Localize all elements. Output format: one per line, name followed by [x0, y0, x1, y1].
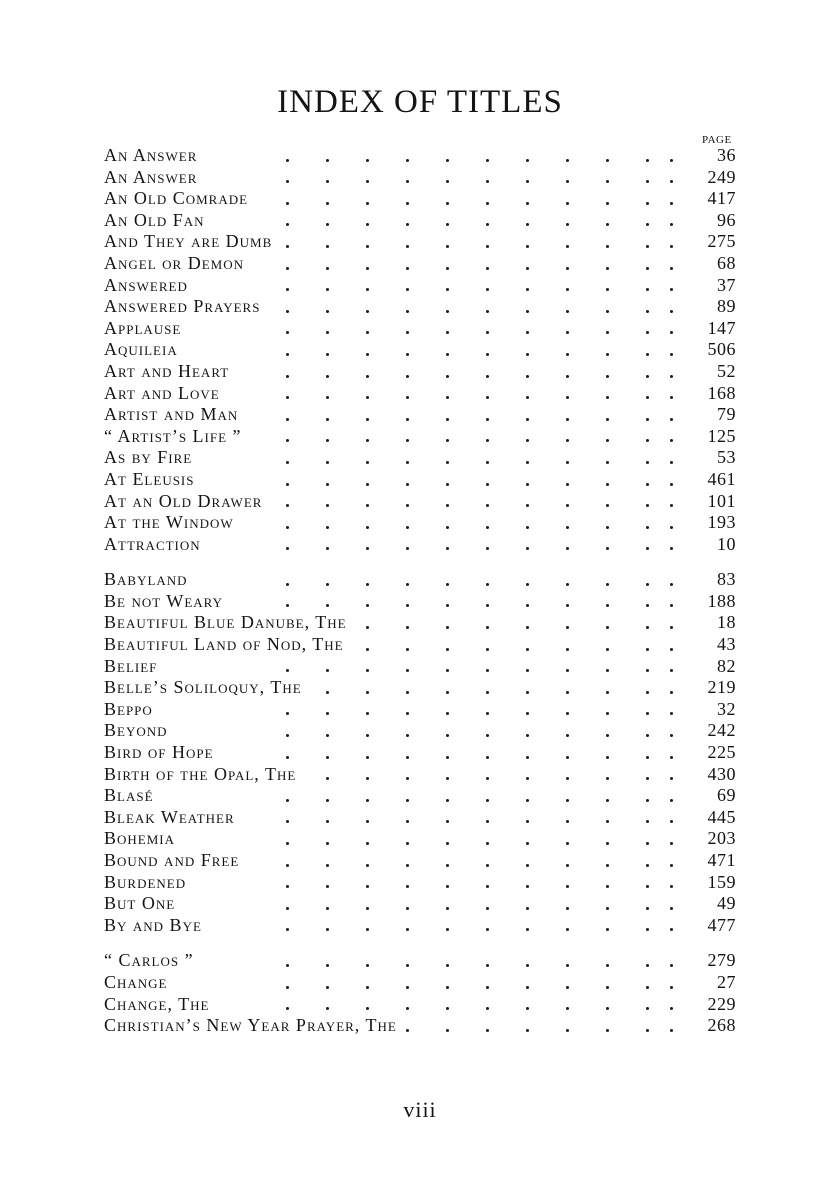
index-entry — [104, 339, 744, 361]
index-entry — [104, 807, 744, 829]
entry-page-number: 83 — [717, 569, 736, 590]
entry-page-number: 471 — [707, 850, 736, 870]
entry-title: As by Fire — [104, 447, 198, 469]
entry-title: Christian’s New Year Prayer, The — [104, 1015, 403, 1037]
entry-page-number: 417 — [707, 188, 736, 209]
index-entry — [104, 167, 744, 189]
index-list — [104, 145, 744, 1037]
entry-page-number: 147 — [707, 317, 736, 338]
index-entry — [104, 361, 744, 383]
entry-page-number: 18 — [717, 612, 736, 633]
dot-leader — [104, 972, 674, 994]
index-entry — [104, 512, 744, 534]
entry-title: Bound and Free — [104, 850, 245, 872]
index-entry — [104, 872, 744, 894]
entry-title: Beautiful Blue Danube, The — [104, 612, 353, 634]
entry-page-number: 32 — [717, 698, 736, 719]
index-entry — [104, 656, 744, 678]
entry-title: Babyland — [104, 569, 194, 591]
index-entry — [104, 404, 744, 426]
entry-title: Aquileia — [104, 339, 184, 361]
index-entry — [104, 828, 744, 850]
index-entry — [104, 275, 744, 297]
entry-page-number: 249 — [707, 166, 736, 187]
entry-title: “ Artist’s Life ” — [104, 426, 248, 448]
entry-page-number: 242 — [707, 720, 736, 741]
entry-page-number: 36 — [717, 145, 736, 165]
entry-page-number: 430 — [707, 763, 736, 784]
dot-leader — [104, 318, 674, 340]
entry-page-number: 43 — [717, 634, 736, 655]
entry-page-number: 275 — [707, 231, 736, 252]
dot-leader — [104, 656, 674, 678]
entry-page-number: 506 — [707, 339, 736, 360]
index-entry — [104, 383, 744, 405]
index-entry — [104, 447, 744, 469]
entry-page-number: 268 — [707, 1015, 736, 1036]
index-entry — [104, 469, 744, 491]
entry-page-number: 53 — [717, 447, 736, 468]
dot-leader — [104, 339, 674, 361]
entry-title: And They are Dumb — [104, 231, 278, 253]
index-entry — [104, 426, 744, 448]
entry-title: Change, The — [104, 994, 216, 1016]
entry-page-number: 69 — [717, 785, 736, 806]
entry-title: Artist and Man — [104, 404, 244, 426]
index-entry — [104, 296, 744, 318]
entry-page-number: 96 — [717, 209, 736, 230]
entry-title: Bohemia — [104, 828, 181, 850]
dot-leader — [104, 720, 674, 742]
entry-title: Belief — [104, 656, 163, 678]
entry-title: Applause — [104, 318, 187, 340]
index-entry — [104, 634, 744, 656]
entry-title: Beyond — [104, 720, 174, 742]
entry-page-number: 225 — [707, 742, 736, 763]
entry-page-number: 37 — [717, 274, 736, 295]
entry-title: Answered — [104, 275, 194, 297]
entry-title: Answered Prayers — [104, 296, 266, 318]
entry-page-number: 203 — [707, 828, 736, 849]
index-entry — [104, 491, 744, 513]
entry-page-number: 193 — [707, 512, 736, 533]
entry-title: Art and Love — [104, 383, 226, 405]
index-entry — [104, 742, 744, 764]
entry-page-number: 219 — [707, 677, 736, 698]
index-entry — [104, 785, 744, 807]
entry-page-number: 168 — [707, 382, 736, 403]
entry-title: An Old Comrade — [104, 188, 254, 210]
index-entry — [104, 699, 744, 721]
index-entry — [104, 950, 744, 972]
index-entry — [104, 534, 744, 556]
entry-page-number: 159 — [707, 871, 736, 892]
entry-title: Belle’s Soliloquy, The — [104, 677, 308, 699]
entry-title: Change — [104, 972, 174, 994]
entry-page-number: 125 — [707, 425, 736, 446]
entry-page-number: 27 — [717, 971, 736, 992]
index-entry — [104, 145, 744, 167]
dot-leader — [104, 893, 674, 915]
index-entry — [104, 612, 744, 634]
index-entry — [104, 972, 744, 994]
entry-page-number: 279 — [707, 950, 736, 971]
entry-title: An Answer — [104, 145, 203, 167]
entry-page-number: 79 — [717, 404, 736, 425]
entry-title: Beautiful Land of Nod, The — [104, 634, 350, 656]
entry-title: At Eleusis — [104, 469, 201, 491]
entry-title: An Answer — [104, 167, 203, 189]
index-entry — [104, 893, 744, 915]
index-entry — [104, 569, 744, 591]
dot-leader — [104, 699, 674, 721]
entry-page-number: 10 — [717, 533, 736, 554]
index-group-b — [104, 569, 744, 936]
entry-title: But One — [104, 893, 181, 915]
entry-title: Bleak Weather — [104, 807, 241, 829]
index-entry — [104, 915, 744, 937]
entry-page-number: 82 — [717, 655, 736, 676]
index-group-a — [104, 145, 744, 555]
index-group-c — [104, 950, 744, 1036]
entry-page-number: 477 — [707, 914, 736, 935]
entry-title: An Old Fan — [104, 210, 211, 232]
entry-page-number: 101 — [707, 490, 736, 511]
index-entry — [104, 764, 744, 786]
dot-leader — [104, 785, 674, 807]
entry-title: Burdened — [104, 872, 192, 894]
entry-title: At an Old Drawer — [104, 491, 268, 513]
index-entry — [104, 1015, 744, 1037]
entry-page-number: 461 — [707, 468, 736, 489]
entry-title: Beppo — [104, 699, 159, 721]
index-entry — [104, 720, 744, 742]
entry-title: At the Window — [104, 512, 240, 534]
entry-title: Blasé — [104, 785, 160, 807]
index-entry — [104, 318, 744, 340]
index-entry — [104, 994, 744, 1016]
entry-page-number: 89 — [717, 296, 736, 317]
entry-title: Art and Heart — [104, 361, 235, 383]
entry-page-number: 49 — [717, 893, 736, 914]
page-title: INDEX OF TITLES — [277, 84, 563, 120]
entry-title: Angel or Demon — [104, 253, 250, 275]
folio-page-number: viii — [403, 1097, 437, 1122]
entry-title: By and Bye — [104, 915, 208, 937]
index-entry — [104, 253, 744, 275]
entry-page-number: 188 — [707, 590, 736, 611]
entry-title: Attraction — [104, 534, 207, 556]
entry-title: Birth of the Opal, The — [104, 764, 302, 786]
index-entry — [104, 850, 744, 872]
entry-page-number: 229 — [707, 993, 736, 1014]
entry-title: Be not Weary — [104, 591, 229, 613]
entry-page-number: 445 — [707, 806, 736, 827]
entry-page-number: 68 — [717, 252, 736, 273]
index-entry — [104, 231, 744, 253]
entry-title: “ Carlos ” — [104, 950, 200, 972]
dot-leader — [104, 828, 674, 850]
index-entry — [104, 210, 744, 232]
entry-title: Bird of Hope — [104, 742, 220, 764]
page-column-label: PAGE — [702, 134, 732, 146]
entry-page-number: 52 — [717, 360, 736, 381]
index-entry — [104, 188, 744, 210]
index-entry — [104, 677, 744, 699]
index-entry — [104, 591, 744, 613]
